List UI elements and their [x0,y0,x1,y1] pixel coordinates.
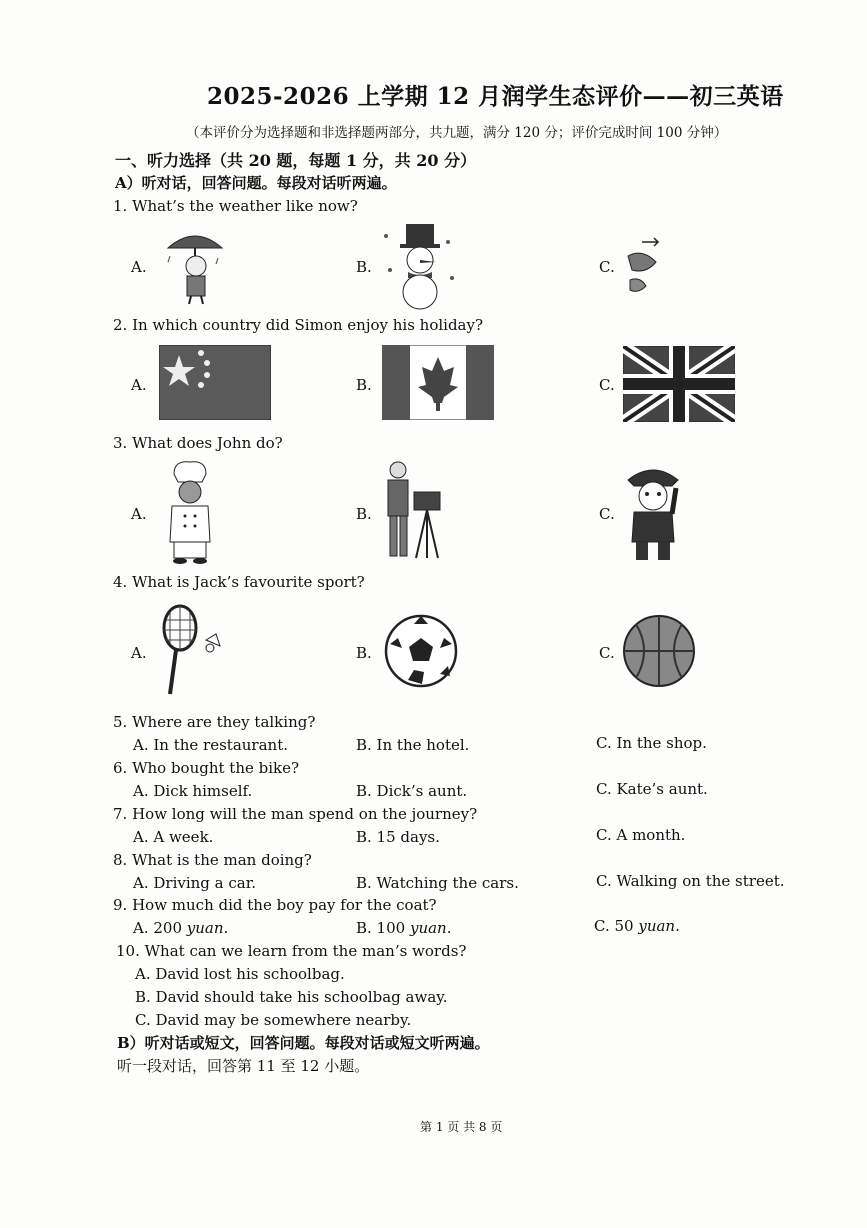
option-b: B. 15 days. [356,828,440,846]
part-a-instruction: A）听对话，回答问题。每段对话听两遍。 [115,174,397,192]
exam-instructions: （本评价分为选择题和非选择题两部分，共九题，满分 120 分；评价完成时间 100 分钟） [186,125,728,141]
option-label-b: B. [356,644,372,662]
option-b: B. Dick’s aunt. [356,782,468,800]
question-3: 3. What does John do? [113,434,283,452]
question-5: 5. Where are they talking? [113,713,316,731]
question-4: 4. What is Jack’s favourite sport? [113,573,365,591]
question-1: 1. What’s the weather like now? [113,197,358,215]
option-label-c: C. [599,258,615,276]
snowman-icon [378,222,458,310]
option-label-a: A. [131,376,147,394]
option-a: A. A week. [133,828,214,846]
basketball-icon [622,614,696,688]
question-2: 2. In which country did Simon enjoy his holiday? [113,316,484,334]
option-b: B. In the hotel. [356,736,470,754]
option-a: A. Dick himself. [133,782,253,800]
question-6: 6. Who bought the bike? [113,759,300,777]
option-b: B. David should take his schoolbag away. [135,988,448,1006]
option-c: C. Walking on the street. [596,872,785,890]
police-officer-icon [620,460,686,566]
question-7: 7. How long will the man spend on the journey? [113,805,478,823]
chef-icon [160,460,220,565]
rainy-girl-umbrella-icon [160,226,230,306]
soccer-ball-icon [384,614,458,688]
canada-flag-icon [382,345,494,420]
option-c: C. Kate’s aunt. [596,780,708,798]
option-label-c: C. [599,644,615,662]
uk-flag-icon [623,346,735,422]
page-number: 第 1 页 共 8 页 [420,1120,503,1134]
option-a: A. Driving a car. [133,874,257,892]
option-label-b: B. [356,376,372,394]
windy-leaves-icon [622,236,664,300]
option-b: B. 100 yuan. [356,919,452,937]
option-c: C. A month. [596,826,686,844]
option-a: A. In the restaurant. [133,736,289,754]
badminton-racket-icon [158,604,228,698]
part-b-note: 听一段对话，回答第 11 至 12 小题。 [117,1057,370,1075]
option-c: C. In the shop. [596,734,707,752]
question-9: 9. How much did the boy pay for the coat? [113,896,437,914]
option-label-a: A. [131,505,147,523]
option-label-c: C. [599,376,615,394]
question-8: 8. What is the man doing? [113,851,312,869]
question-10: 10. What can we learn from the man’s words? [116,942,467,960]
option-label-c: C. [599,505,615,523]
cameraman-icon [380,458,450,563]
option-c: C. 50 yuan. [594,917,680,935]
option-b: B. Watching the cars. [356,874,519,892]
page-title: 2025-2026 上学期 12 月润学生态评价——初三英语 [207,83,784,110]
option-c: C. David may be somewhere nearby. [135,1011,412,1029]
option-label-b: B. [356,258,372,276]
option-label-a: A. [131,258,147,276]
part-b-instruction: B）听对话或短文，回答问题。每段对话或短文听两遍。 [117,1034,490,1052]
china-flag-icon [159,345,271,420]
option-label-b: B. [356,505,372,523]
option-label-a: A. [131,644,147,662]
option-a: A. 200 yuan. [133,919,229,937]
option-a: A. David lost his schoolbag. [135,965,345,983]
section-heading-listening: 一、听力选择（共 20 题，每题 1 分，共 20 分） [115,151,477,170]
